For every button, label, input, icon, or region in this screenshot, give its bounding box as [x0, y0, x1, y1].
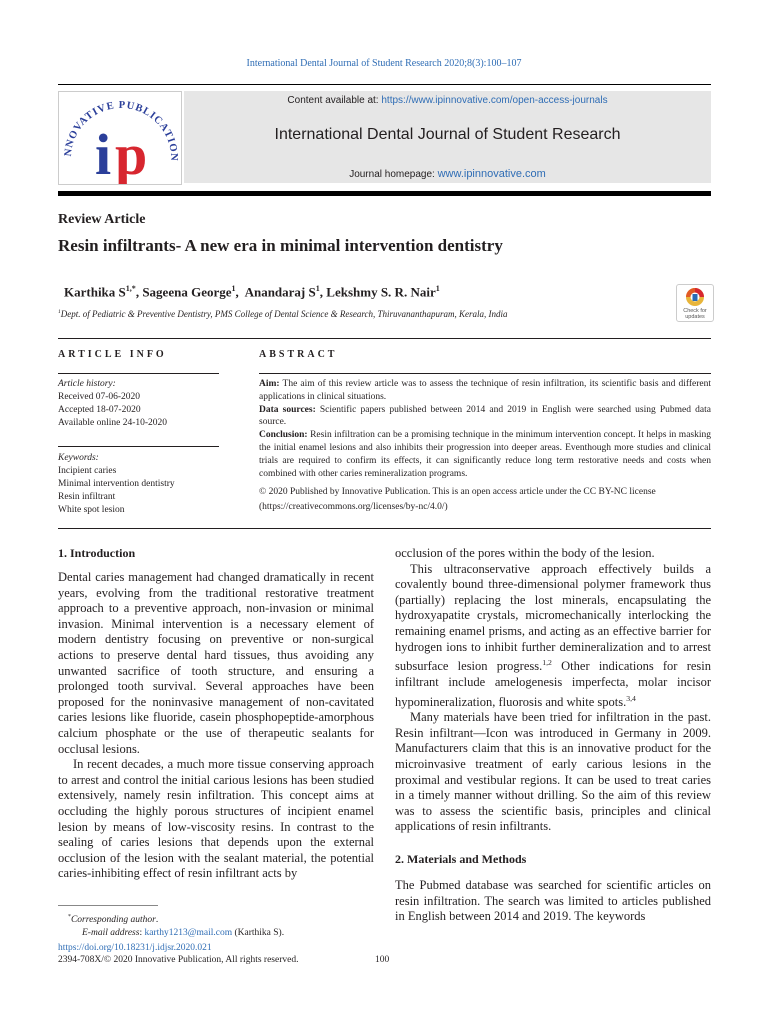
citation-ref[interactable]: 1,2 [542, 658, 552, 668]
header-rule [58, 84, 711, 85]
keyword: White spot lesion [58, 505, 125, 515]
email-label: E-mail address [82, 927, 140, 938]
keyword: Minimal intervention dentistry [58, 479, 175, 489]
data-sources-label: Data sources: [259, 404, 316, 415]
header-thick-rule [58, 191, 711, 196]
keyword: Incipient caries [58, 466, 117, 476]
left-column [58, 570, 374, 882]
content-available-link[interactable]: https://www.ipinnovative.com/open-access-journals [381, 95, 608, 106]
abstract-bottom-rule [58, 528, 711, 529]
conclusion-label: Conclusion: [259, 430, 308, 441]
conclusion-text: Resin infiltration can be a promising technique in the minimum intervention concept. It helps in masking the initial enamel lesions and also inhibits their progression into deeper areas. Eventhough more studies and clinical trials are required to confirm its effects, it can significantly reduce long term restorative needs and costs when combined with other caries remineralization programs. [259, 430, 711, 479]
email-suffix: (Karthika S). [232, 927, 285, 938]
author-sup: 1 [435, 284, 440, 293]
abstract-rule [259, 373, 711, 374]
history-label: Article history: [58, 379, 116, 389]
logo-p: p [115, 122, 148, 184]
info-rule [58, 373, 219, 374]
journal-citation[interactable]: International Dental Journal of Student Research 2020;8(3):100–107 [246, 58, 522, 69]
logo-arc-text: NNOVATIVE PUBLICATION [62, 99, 180, 162]
aim-text: The aim of this review article was to assess the technique of resin infiltration, its scientific basis and different applications in clinical situations. [259, 379, 711, 402]
copyright: 2394-708X/© 2020 Innovative Publication, All rights reserved. [58, 955, 299, 965]
body-paragraph: occlusion of the pores within the body of the lesion. [395, 546, 655, 560]
content-available [184, 95, 711, 106]
abstract-body [259, 378, 711, 515]
keywords-block [58, 452, 175, 517]
article-info-heading: ARTICLE INFO [58, 349, 167, 360]
author-list: Karthika $S^{1,*}$, Sageena George$^1$, Anandaraj $S^1$, Lekshmy S. R. Nair$^1$ [64, 284, 440, 300]
accepted-date: Accepted 18-07-2020 [58, 405, 141, 415]
check-for-updates-badge[interactable] [676, 284, 714, 322]
homepage-label: Journal homepage: [349, 169, 438, 180]
intro-paragraph: Dental caries management had changed dramatically in recent years, evolving from the traditional restorative treatment approach to a preventive approach, non-invasion or minimal invasion. Minimal intervention is a necessary element of modern dentistry focusing on preventive or non-surgical actions to preserve dental hard tissues, thus avoiding any unwanted sacrifice of tooth structure, and ensuring a prolonged tooth survival. Several approaches have been proposed for the noninvasive management of non-cavitated caries lesions like fluoride, casein phosphopeptide-amorphous calcium phosphate or the use of therapeutic sealants for occlusal lesions. [58, 570, 374, 756]
article-type: Review Article [58, 212, 146, 227]
homepage-link[interactable]: www.ipinnovative.com [437, 168, 546, 180]
license-text: © 2020 Published by Innovative Publication. This is an open access article under the CC BY-NC license (https://creativecommons.org/licenses/by-nc/4.0/) [259, 487, 656, 513]
doi-link[interactable]: https://doi.org/10.18231/j.idjsr.2020.021 [58, 943, 212, 953]
author-name: Sageena George [142, 284, 232, 300]
content-available-label: Content available at: [287, 95, 382, 106]
intro-paragraph: In recent decades, a much more tissue conserving approach to arrest and control the initial carious lesions has been studied extensively, namely resin infiltration. This concept aims at occluding the highly porous structures of incipient enamel lesion by means of low-viscosity resins. In contrast to the sealing of caries lesions that depends upon the external occlusion of the lesion with the sealant material, the potential caries-inhibiting effect of resin infiltrant acts by [58, 757, 374, 881]
info-top-rule [58, 338, 711, 339]
section-heading-methods: 2. Materials and Methods [395, 852, 527, 866]
footnote-marker: * [68, 914, 71, 920]
methods-text [395, 878, 711, 925]
footnote-rule [58, 905, 158, 906]
body-paragraph-indications [395, 562, 711, 711]
affiliation-text: Dept. of Pediatric & Preventive Dentistry, PMS College of Dental Science & Research, Thiruvananthapuram, Kerala, India [60, 309, 508, 319]
author-sup: 1,* [125, 284, 136, 293]
logo-i: i [95, 122, 112, 184]
received-date: Received 07-06-2020 [58, 392, 141, 402]
author-sup: 1 [231, 284, 236, 293]
section-heading-introduction: 1. Introduction [58, 546, 136, 560]
author-name: Karthika S [64, 284, 126, 300]
author-sup: 1 [315, 284, 320, 293]
article-title: Resin infiltrants- A new era in minimal intervention dentistry [58, 236, 503, 255]
innovative-publication-logo [59, 92, 181, 184]
author-name: Anandaraj S [244, 284, 316, 300]
publisher-logo [58, 91, 182, 185]
author-name: Lekshmy S. R. Nair [326, 284, 436, 300]
body-paragraph: Many materials have been tried for infiltration in the past. Resin infiltrant—Icon was introduced in Germany in 2009. Manufacturers claim that this is an innovative product for the microinvasive treatment of early carious lesions in the proximal and vestibular regions. It can be used to treat caries in a timely manner without drilling. So the aim of this review was to assess the scientific basis, principles and clinical applications of resin infiltrants. [395, 710, 711, 834]
keywords-label: Keywords: [58, 453, 99, 463]
check-for-updates-icon [677, 285, 713, 309]
body-text: Other indications for resin infiltrant include amelogenesis imperfecta, molar incisor hypomineralization, fluorosis and white spots. [395, 659, 711, 709]
keywords-rule [58, 446, 219, 447]
email-link[interactable]: karthy1213@mail.com [144, 927, 233, 938]
check-for-updates-label: Check for updates [683, 308, 707, 320]
page-number: 100 [375, 955, 390, 965]
right-column [395, 546, 711, 835]
affiliation [58, 309, 508, 319]
journal-name: International Dental Journal of Student Research [274, 126, 621, 143]
citation-ref[interactable]: 3,4 [626, 693, 636, 703]
methods-paragraph: The Pubmed database was searched for scientific articles on resin infiltration. The search was limited to articles published in English between 2014 and 2019. The keywords [395, 878, 711, 924]
data-sources-text: Scientific papers published between 2014 and 2019 in English were searched using Pubmed data source. [259, 404, 711, 428]
article-history [58, 378, 167, 430]
body-text: This ultraconservative approach effectively builds a covalently bound three-dimensional polymer framework thus (partially) replacing the lost minerals, encapsulating the hydroxyapatite crystals, micromechanically interlocking the remaining enamel prisms, and acting as an effective barrier for hydrogen ions to inhibit further demineralization and to arrest subsurface lesion progress. [395, 561, 711, 674]
keyword: Resin infiltrant [58, 492, 116, 502]
corresponding-author: Corresponding author [70, 915, 156, 926]
footnote: *Corresponding author. E-mail address: karthy1213@mail.com (Karthika S). [68, 914, 285, 938]
journal-homepage [184, 168, 711, 180]
online-date: Available online 24-10-2020 [58, 418, 168, 428]
aim-label: Aim: [259, 379, 280, 389]
abstract-heading: ABSTRACT [259, 349, 338, 360]
affiliation-sup: 1 [58, 309, 61, 315]
